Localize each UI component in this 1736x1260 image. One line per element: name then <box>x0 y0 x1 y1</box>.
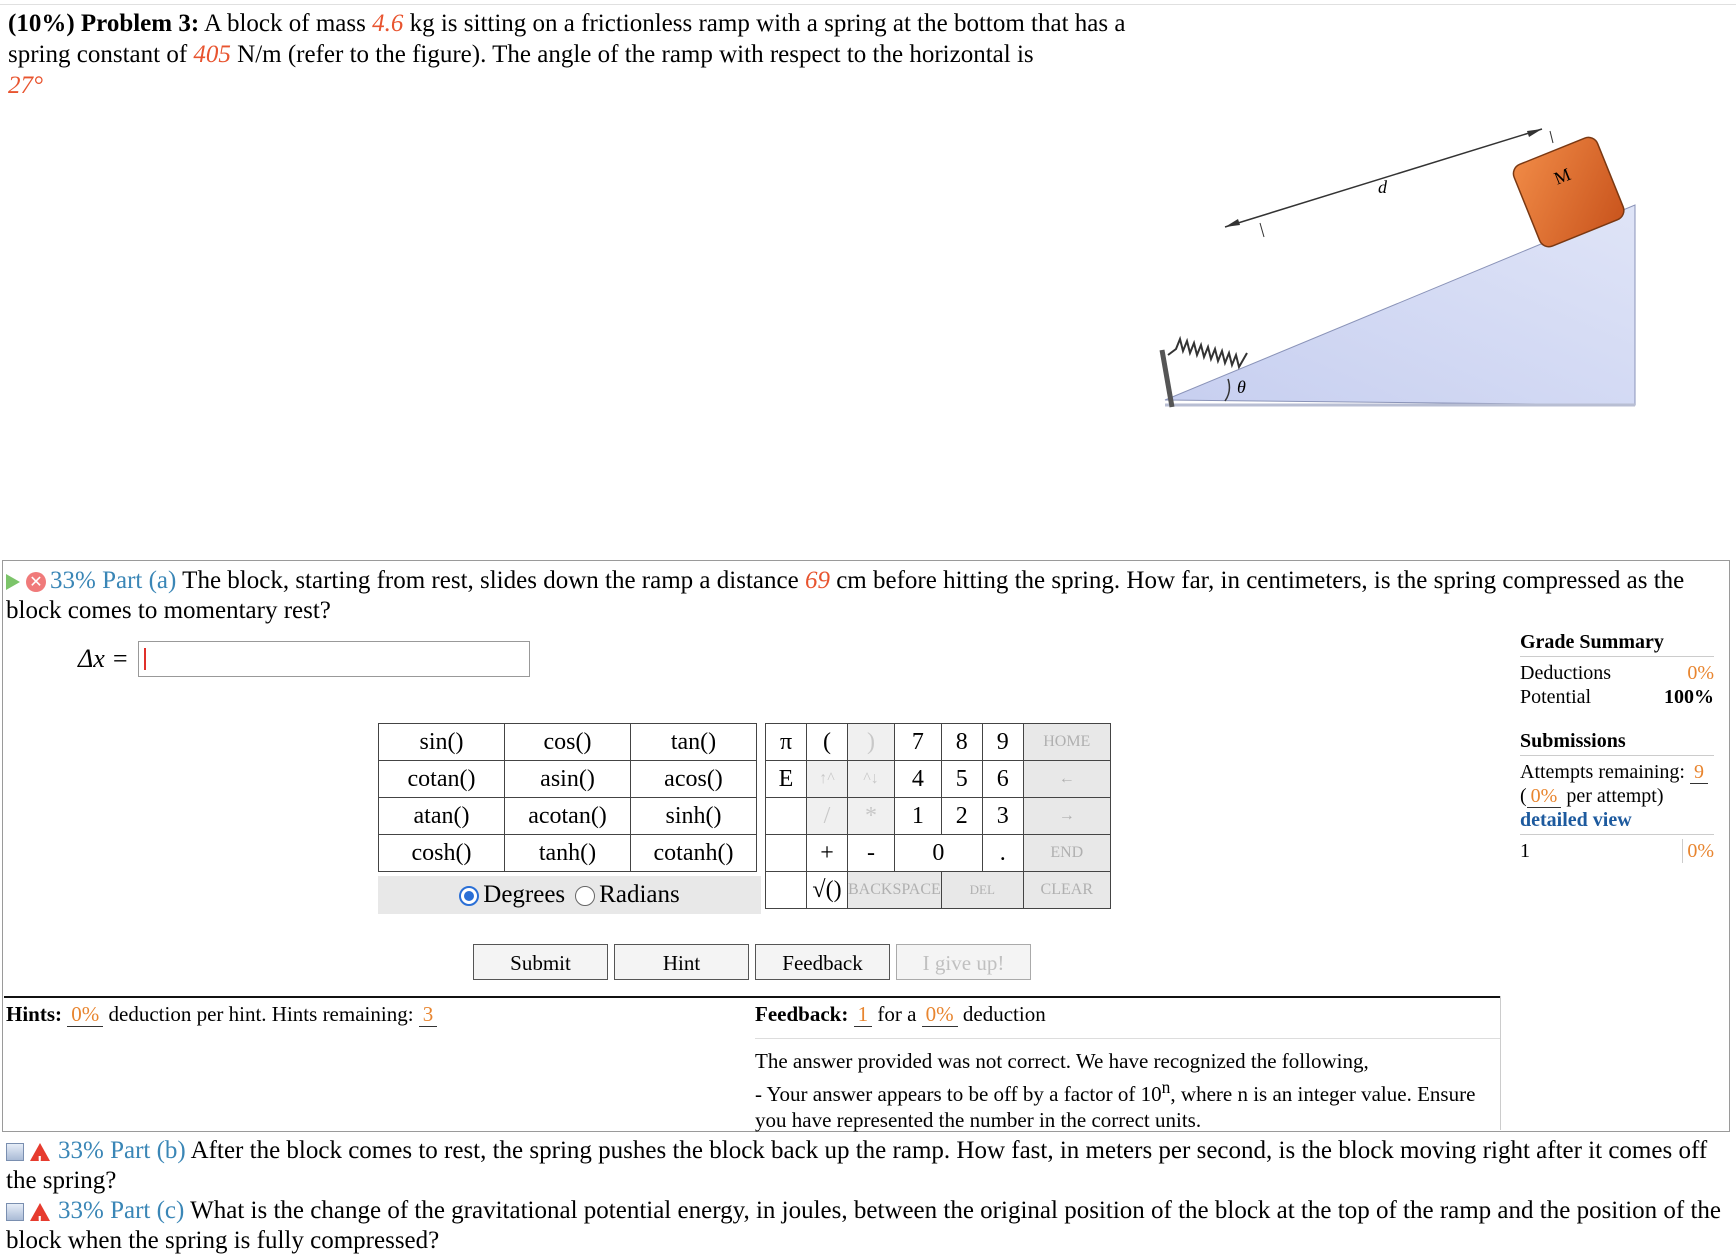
degrees-radio[interactable] <box>459 886 479 906</box>
key-pi[interactable]: π <box>766 724 807 761</box>
key-divide[interactable]: / <box>807 798 848 835</box>
part-a-label: 33% Part (a) <box>50 567 177 594</box>
hint-button[interactable]: Hint <box>614 944 749 980</box>
submission-row: 1 0% <box>1520 840 1714 862</box>
hints-text: deduction per hint. Hints remaining: <box>108 1002 414 1026</box>
expand-icon[interactable] <box>6 1203 24 1221</box>
hints-remaining: 3 <box>419 1002 438 1027</box>
feedback-text-2: deduction <box>962 1002 1046 1026</box>
key-acotan[interactable]: acotan() <box>505 798 631 835</box>
part-b-header[interactable] <box>6 1136 1726 1196</box>
warning-icon <box>30 1143 50 1161</box>
angle-label: θ <box>1237 377 1246 397</box>
key-5[interactable]: 5 <box>941 761 982 798</box>
part-a-text-1: The block, starting from rest, slides down the ramp a distance <box>182 567 799 594</box>
key-end[interactable]: END <box>1023 835 1110 872</box>
part-a-text-2: cm before hitting the spring. How far, in centimeters, is the spring compressed as the block comes to momentary rest? <box>6 567 1685 624</box>
key-cosh[interactable]: cosh() <box>379 835 505 872</box>
part-a-header <box>6 566 1726 626</box>
key-exp-down[interactable]: ^↓ <box>848 761 895 798</box>
detailed-view-link[interactable]: detailed view <box>1520 809 1632 831</box>
key-sin[interactable]: sin() <box>379 724 505 761</box>
problem-text-2: kg is sitting on a frictionless ramp with a spring at the bottom that has a spring constant of <box>8 10 1126 68</box>
radians-radio[interactable] <box>575 886 595 906</box>
key-tan[interactable]: tan() <box>631 724 757 761</box>
attempts-remaining: Attempts remaining: 9 <box>1520 760 1714 784</box>
key-del[interactable]: DEL <box>941 872 1023 909</box>
answer-input[interactable] <box>138 641 530 677</box>
deductions-row: Deductions 0% <box>1520 662 1714 684</box>
key-open-paren[interactable]: ( <box>807 724 848 761</box>
submissions-title: Submissions <box>1520 730 1626 752</box>
numeric-keypad <box>765 723 1111 909</box>
distance-value: 69 <box>804 567 830 594</box>
arrow-head-right <box>1527 129 1542 137</box>
key-backspace[interactable]: BACKSPACE <box>848 872 942 909</box>
key-e[interactable]: E <box>766 761 807 798</box>
key-sinh[interactable]: sinh() <box>631 798 757 835</box>
grade-summary <box>1520 630 1714 863</box>
ramp-figure <box>1140 125 1660 425</box>
key-minus[interactable]: - <box>848 835 895 872</box>
per-attempt: ( 0% per attempt) <box>1520 785 1664 807</box>
feedback-divider <box>755 1038 1500 1039</box>
part-b-label: 33% Part (b) <box>58 1137 186 1164</box>
feedback-label: Feedback: <box>755 1002 849 1026</box>
spring-wall <box>1162 350 1172 407</box>
key-tanh[interactable]: tanh() <box>505 835 631 872</box>
key-left-arrow[interactable]: ← <box>1023 761 1110 798</box>
angle-mode-selector <box>378 876 761 914</box>
key-cotan[interactable]: cotan() <box>379 761 505 798</box>
feedback-message <box>755 1048 1500 1133</box>
key-asin[interactable]: asin() <box>505 761 631 798</box>
function-keypad <box>378 723 757 872</box>
key-close-paren[interactable]: ) <box>848 724 895 761</box>
warning-icon <box>30 1203 50 1221</box>
key-1[interactable]: 1 <box>894 798 941 835</box>
grade-summary-title: Grade Summary <box>1520 631 1664 653</box>
hints-label: Hints: <box>6 1002 63 1026</box>
part-c-header[interactable] <box>6 1196 1726 1256</box>
problem-title: Problem 3: <box>80 10 200 37</box>
key-acos[interactable]: acos() <box>631 761 757 798</box>
key-blank-1 <box>766 798 807 835</box>
spring-constant-value: 405 <box>193 41 231 68</box>
mass-value: 4.6 <box>372 10 404 37</box>
angle-value: 27° <box>8 72 43 99</box>
key-0[interactable]: 0 <box>894 835 982 872</box>
key-2[interactable]: 2 <box>941 798 982 835</box>
spring <box>1168 339 1247 367</box>
feedback-deduction: 0% <box>922 1002 958 1027</box>
answer-label: Δx = <box>78 644 129 673</box>
part-c-label: 33% Part (c) <box>58 1197 185 1224</box>
key-multiply[interactable]: * <box>848 798 895 835</box>
problem-text-3: N/m (refer to the figure). The angle of the ramp with respect to the horizontal is <box>237 41 1034 68</box>
key-blank-2 <box>766 835 807 872</box>
arrow-head-left <box>1225 219 1240 227</box>
part-b-text: After the block comes to rest, the spring pushes the block back up the ramp. How fast, in meters per second, is the block moving right after it comes off the spring? <box>6 1137 1708 1194</box>
block-label: M <box>1551 164 1574 189</box>
give-up-button[interactable]: I give up! <box>896 944 1031 980</box>
hints-row <box>6 1002 437 1027</box>
tick-right <box>1550 131 1553 143</box>
key-7[interactable]: 7 <box>894 724 941 761</box>
key-sqrt[interactable]: √() <box>807 872 848 909</box>
feedback-vertical-divider <box>1500 996 1501 1130</box>
key-cotanh[interactable]: cotanh() <box>631 835 757 872</box>
feedback-button[interactable]: Feedback <box>755 944 890 980</box>
hints-feedback-divider <box>4 996 1500 998</box>
key-exp-up[interactable]: ↑^ <box>807 761 848 798</box>
play-icon[interactable] <box>6 574 20 590</box>
feedback-text-1: for a <box>877 1002 917 1026</box>
top-divider <box>0 4 1736 5</box>
key-8[interactable]: 8 <box>941 724 982 761</box>
tick-left <box>1260 223 1264 237</box>
key-plus[interactable]: + <box>807 835 848 872</box>
key-3[interactable]: 3 <box>982 798 1023 835</box>
key-6[interactable]: 6 <box>982 761 1023 798</box>
key-4[interactable]: 4 <box>894 761 941 798</box>
key-right-arrow[interactable]: → <box>1023 798 1110 835</box>
key-9[interactable]: 9 <box>982 724 1023 761</box>
key-clear[interactable]: CLEAR <box>1023 872 1110 909</box>
potential-row: Potential 100% <box>1520 686 1714 708</box>
key-blank-3 <box>766 872 807 909</box>
key-cos[interactable]: cos() <box>505 724 631 761</box>
problem-text-1: A block of mass <box>204 10 366 37</box>
problem-statement <box>8 8 1128 101</box>
radians-option[interactable]: Radians <box>575 881 680 909</box>
part-c-text: What is the change of the gravitational potential energy, in joules, between the original position of the block at the top of the ramp and the position of the block when the spring is fully compressed? <box>6 1197 1722 1254</box>
hint-deduction: 0% <box>67 1002 103 1027</box>
problem-weight: (10%) <box>8 10 75 37</box>
degrees-option[interactable]: Degrees <box>459 881 565 909</box>
expand-icon[interactable] <box>6 1143 24 1161</box>
distance-label: d <box>1378 177 1387 197</box>
submit-button[interactable]: Submit <box>473 944 608 980</box>
text-caret <box>144 648 146 670</box>
incorrect-icon: ✕ <box>26 572 46 592</box>
key-dot[interactable]: . <box>982 835 1023 872</box>
feedback-message-1: The answer provided was not correct. We have recognized the following, <box>755 1049 1369 1073</box>
feedback-message-2: - Your answer appears to be off by a factor of 10$^n$, where n is an integer value. Ensure you have represented the number in the correct units. <box>755 1077 1476 1132</box>
key-home[interactable]: HOME <box>1023 724 1110 761</box>
feedback-row <box>755 1002 1046 1027</box>
key-atan[interactable]: atan() <box>379 798 505 835</box>
feedback-count: 1 <box>854 1002 873 1027</box>
